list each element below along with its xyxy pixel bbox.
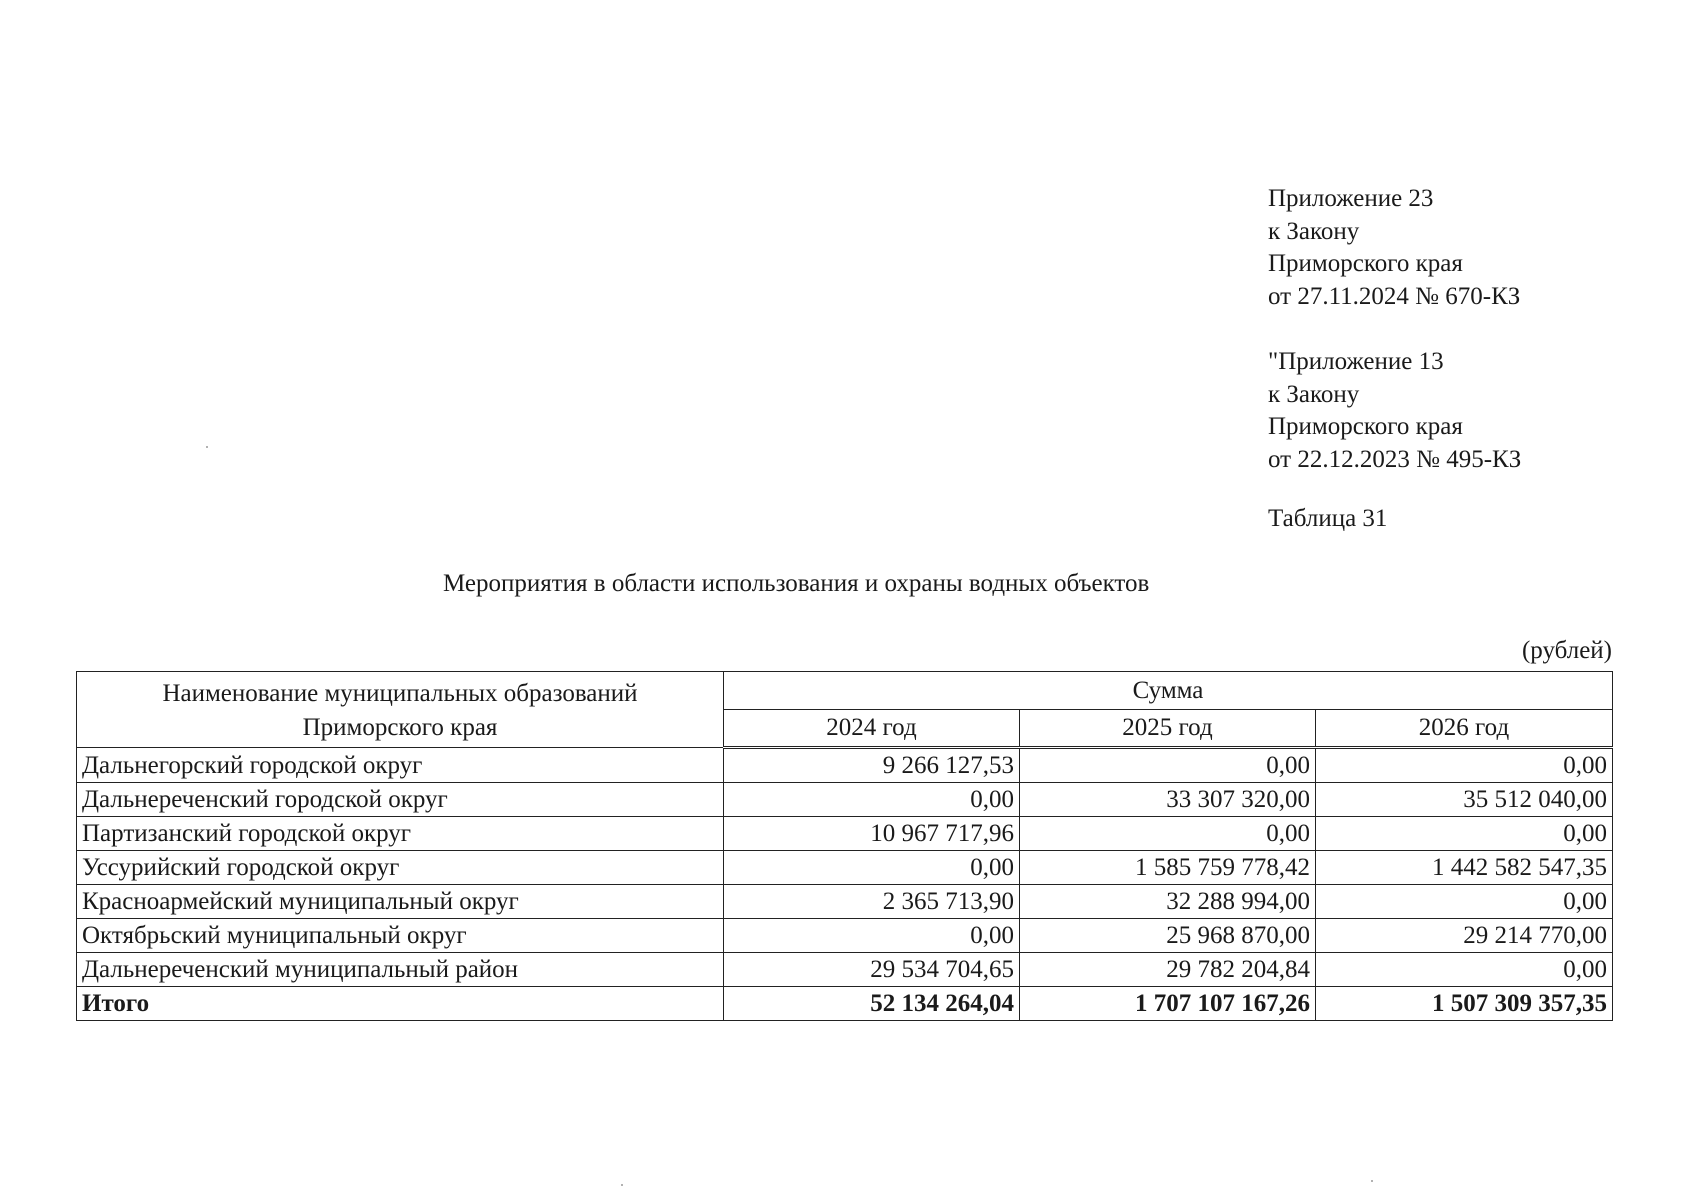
row-value-2026: 29 214 770,00 bbox=[1316, 919, 1613, 953]
header-name-line-2: Приморского края bbox=[302, 713, 498, 741]
row-name: Партизанский городской округ bbox=[77, 817, 724, 851]
appendix-original-line-1: "Приложение 13 bbox=[1268, 348, 1444, 375]
row-value-2024: 0,00 bbox=[724, 783, 1020, 817]
row-name: Октябрьский муниципальный округ bbox=[77, 919, 724, 953]
table-header-row bbox=[77, 672, 1613, 710]
table-total-row bbox=[77, 987, 1613, 1021]
appendix-current-line-2: к Закону bbox=[1268, 217, 1360, 245]
row-value-2026: 0,00 bbox=[1316, 953, 1613, 987]
row-name: Красноармейский муниципальный округ bbox=[77, 885, 724, 919]
row-value-2026: 0,00 bbox=[1316, 817, 1613, 851]
total-value-2024: 52 134 264,04 bbox=[724, 987, 1020, 1021]
header-name-line-1: Наименование муниципальных образований bbox=[162, 679, 638, 707]
appendix-original-line-3: Приморского края bbox=[1268, 413, 1463, 440]
appendix-current-line-3: Приморского края bbox=[1268, 250, 1463, 277]
header-year-2024: 2024 год bbox=[724, 710, 1020, 748]
document-title-text: Мероприятия в области использования и охраны водных объектов bbox=[443, 570, 1150, 597]
header-sum-group: Сумма bbox=[724, 672, 1613, 710]
row-value-2024: 0,00 bbox=[724, 851, 1020, 885]
table-row bbox=[77, 817, 1613, 851]
row-value-2026: 0,00 bbox=[1316, 748, 1613, 783]
row-name: Уссурийский городской округ bbox=[77, 851, 724, 885]
row-value-2026: 0,00 bbox=[1316, 885, 1613, 919]
row-value-2025: 0,00 bbox=[1020, 748, 1316, 783]
table-row bbox=[77, 885, 1613, 919]
row-name: Дальнереченский муниципальный район bbox=[77, 953, 724, 987]
appendix-original-block bbox=[1268, 346, 1598, 476]
table-number: Таблица 31 bbox=[1268, 505, 1388, 532]
header-municipality-name bbox=[77, 672, 724, 748]
row-value-2025: 0,00 bbox=[1020, 817, 1316, 851]
scan-speck bbox=[621, 1184, 623, 1186]
row-value-2024: 10 967 717,96 bbox=[724, 817, 1020, 851]
row-value-2024: 29 534 704,65 bbox=[724, 953, 1020, 987]
appendix-original-line-2: к Закону bbox=[1268, 380, 1360, 408]
table-row bbox=[77, 748, 1613, 783]
table-row bbox=[77, 953, 1613, 987]
row-value-2026: 1 442 582 547,35 bbox=[1316, 851, 1613, 885]
row-value-2025: 25 968 870,00 bbox=[1020, 919, 1316, 953]
table-row bbox=[77, 919, 1613, 953]
header-year-2026: 2026 год bbox=[1316, 710, 1613, 748]
row-name: Дальнереченский городской округ bbox=[77, 783, 724, 817]
row-value-2024: 2 365 713,90 bbox=[724, 885, 1020, 919]
row-value-2025: 33 307 320,00 bbox=[1020, 783, 1316, 817]
row-value-2026: 35 512 040,00 bbox=[1316, 783, 1613, 817]
total-value-2025: 1 707 107 167,26 bbox=[1020, 987, 1316, 1021]
appendix-current-block bbox=[1268, 183, 1598, 313]
scan-speck bbox=[1371, 1180, 1373, 1182]
row-value-2025: 1 585 759 778,42 bbox=[1020, 851, 1316, 885]
row-value-2025: 29 782 204,84 bbox=[1020, 953, 1316, 987]
appendix-original-line-4: от 22.12.2023 № 495-КЗ bbox=[1268, 445, 1522, 473]
row-value-2024: 9 266 127,53 bbox=[724, 748, 1020, 783]
total-value-2026: 1 507 309 357,35 bbox=[1316, 987, 1613, 1021]
row-value-2024: 0,00 bbox=[724, 919, 1020, 953]
appendix-current-line-4: от 27.11.2024 № 670-КЗ bbox=[1268, 282, 1521, 310]
header-year-2025: 2025 год bbox=[1020, 710, 1316, 748]
table-row bbox=[77, 783, 1613, 817]
row-value-2025: 32 288 994,00 bbox=[1020, 885, 1316, 919]
appendix-current-line-1: Приложение 23 bbox=[1268, 185, 1434, 212]
units-label: (рублей) bbox=[1521, 637, 1612, 664]
row-name: Дальнегорский городской округ bbox=[77, 748, 724, 783]
funding-table bbox=[76, 671, 1613, 1021]
table-row bbox=[77, 851, 1613, 885]
total-label: Итого bbox=[77, 987, 724, 1021]
scan-speck bbox=[206, 446, 208, 448]
